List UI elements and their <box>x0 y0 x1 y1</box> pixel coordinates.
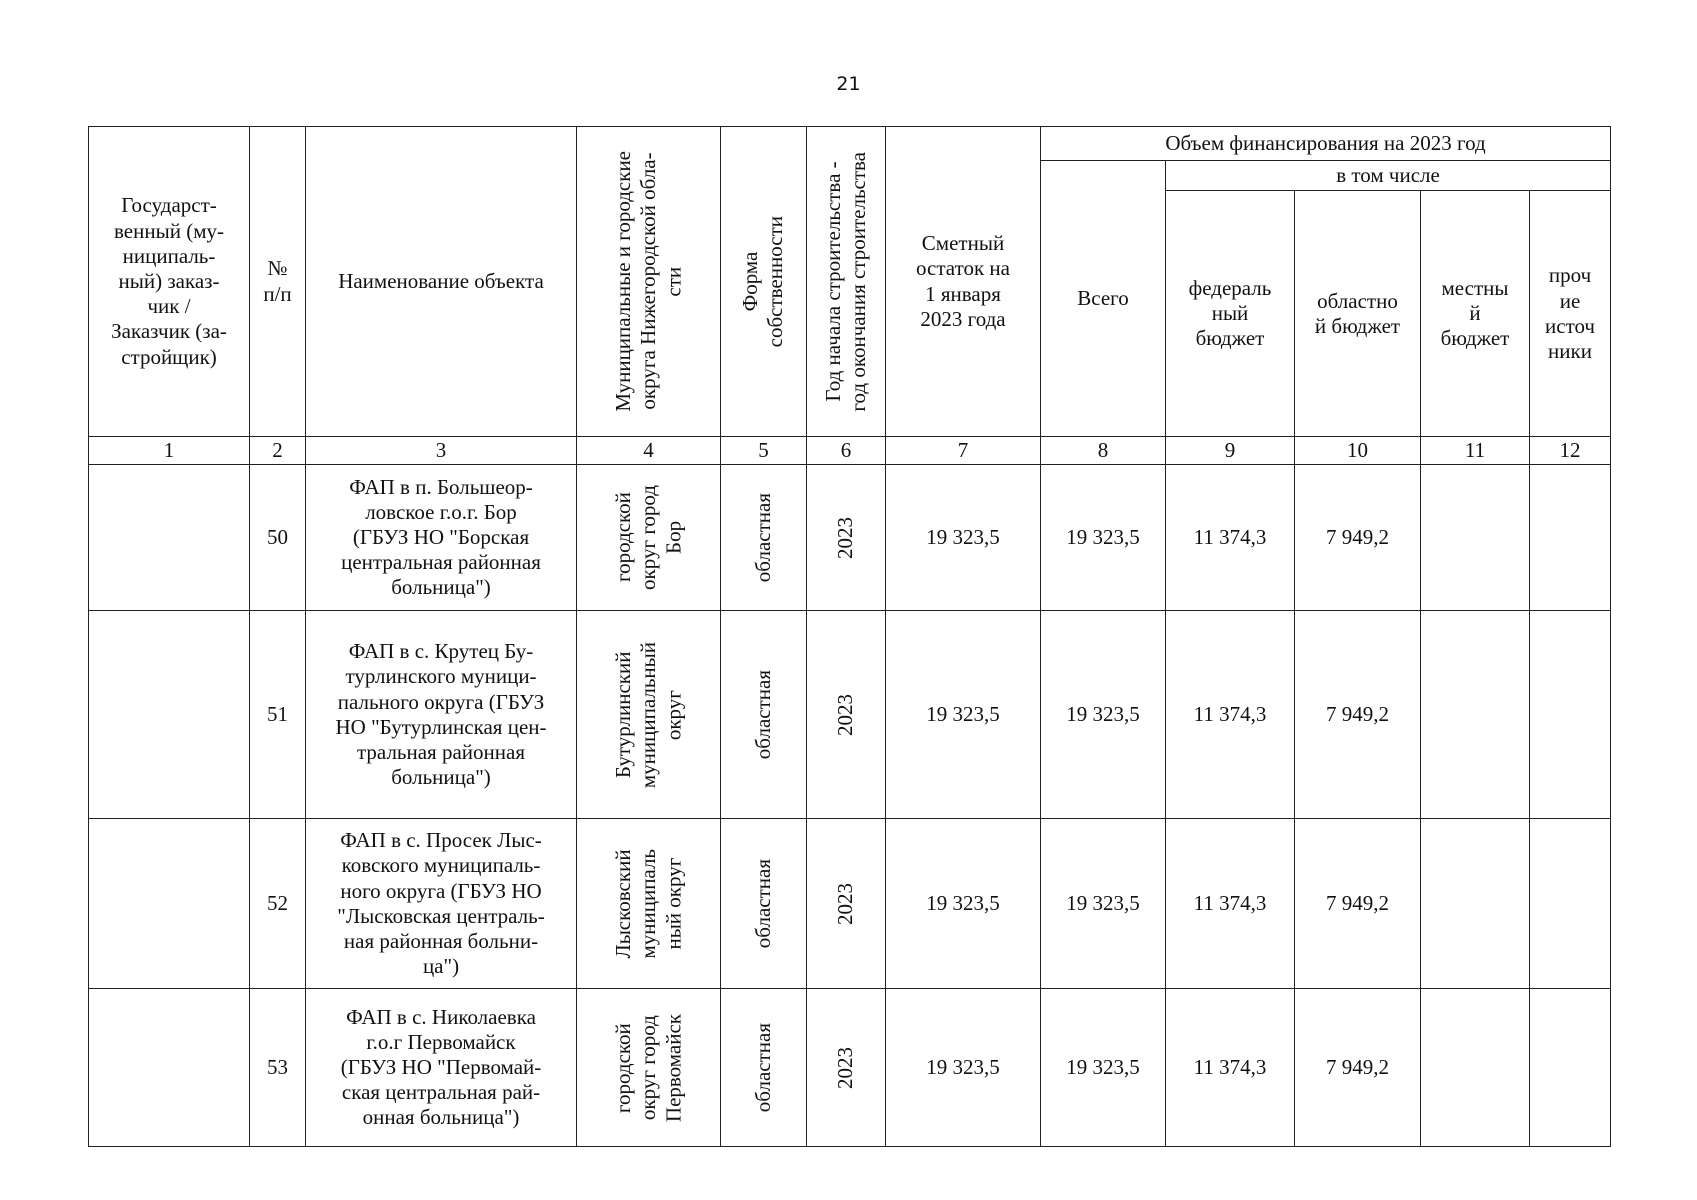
balance-cell: 19 323,5 <box>886 989 1041 1147</box>
local-cell <box>1421 465 1530 611</box>
column-number: 10 <box>1295 437 1421 465</box>
header-other-sources: проч ие источ ники <box>1530 191 1611 437</box>
header-construction-years: Год начала строительства - год окончания строительства <box>807 127 886 437</box>
header-regional-budget: областно й бюджет <box>1295 191 1421 437</box>
object-name: ФАП в с. Николаевка г.о.г Первомайск (ГБУЗ НО "Первомай- ская центральная рай- онная больница") <box>306 989 577 1147</box>
balance-cell: 19 323,5 <box>886 465 1041 611</box>
header-federal-budget: федераль ный бюджет <box>1166 191 1295 437</box>
total-cell: 19 323,5 <box>1041 819 1166 989</box>
ownership-cell: областная <box>721 819 807 989</box>
customer-cell <box>89 465 250 611</box>
ownership-cell: областная <box>721 989 807 1147</box>
table-row <box>89 989 1611 1147</box>
column-number: 5 <box>721 437 807 465</box>
district-cell: Лысковский муниципаль ный округ <box>577 819 721 989</box>
column-number: 2 <box>250 437 306 465</box>
header-including: в том числе <box>1166 161 1611 191</box>
years-cell: 2023 <box>807 465 886 611</box>
header-total: Всего <box>1041 161 1166 437</box>
column-number-row <box>89 437 1611 465</box>
years-cell: 2023 <box>807 989 886 1147</box>
object-name: ФАП в с. Крутец Бу- турлинского муници- пального округа (ГБУЗ НО "Бутурлинская цен- тральная районная больница") <box>306 611 577 819</box>
column-number: 4 <box>577 437 721 465</box>
page-number: 21 <box>836 73 861 95</box>
header-funding-group: Объем финансирования на 2023 год <box>1041 127 1611 161</box>
federal-cell: 11 374,3 <box>1166 989 1295 1147</box>
financing-table <box>88 126 1611 1147</box>
column-number: 11 <box>1421 437 1530 465</box>
column-number: 8 <box>1041 437 1166 465</box>
row-number: 50 <box>250 465 306 611</box>
customer-cell <box>89 611 250 819</box>
other-cell <box>1530 819 1611 989</box>
row-number: 51 <box>250 611 306 819</box>
regional-cell: 7 949,2 <box>1295 989 1421 1147</box>
regional-cell: 7 949,2 <box>1295 819 1421 989</box>
object-name: ФАП в с. Просек Лыс- ковского муниципаль- ного округа (ГБУЗ НО "Лысковская централь- ная районная больни- ца") <box>306 819 577 989</box>
federal-cell: 11 374,3 <box>1166 465 1295 611</box>
district-cell: Бутурлинский муниципальный округ <box>577 611 721 819</box>
object-name: ФАП в п. Большеор- ловское г.о.г. Бор (ГБУЗ НО "Борская центральная районная больница") <box>306 465 577 611</box>
table-row <box>89 819 1611 989</box>
regional-cell: 7 949,2 <box>1295 465 1421 611</box>
column-number: 9 <box>1166 437 1295 465</box>
header-district: Муниципальные и городские округа Нижегородской обла- сти <box>577 127 721 437</box>
regional-cell: 7 949,2 <box>1295 611 1421 819</box>
column-number: 6 <box>807 437 886 465</box>
column-number: 12 <box>1530 437 1611 465</box>
balance-cell: 19 323,5 <box>886 819 1041 989</box>
total-cell: 19 323,5 <box>1041 465 1166 611</box>
district-cell: городской округ город Первомайск <box>577 989 721 1147</box>
column-number: 1 <box>89 437 250 465</box>
federal-cell: 11 374,3 <box>1166 611 1295 819</box>
table-row <box>89 611 1611 819</box>
column-number: 3 <box>306 437 577 465</box>
customer-cell <box>89 819 250 989</box>
ownership-cell: областная <box>721 465 807 611</box>
header-object-name: Наименование объекта <box>306 127 577 437</box>
column-number: 7 <box>886 437 1041 465</box>
table-row <box>89 465 1611 611</box>
years-cell: 2023 <box>807 611 886 819</box>
header-customer: Государст- венный (му- ниципаль- ный) заказ- чик / Заказчик (за- стройщик) <box>89 127 250 437</box>
other-cell <box>1530 611 1611 819</box>
other-cell <box>1530 465 1611 611</box>
balance-cell: 19 323,5 <box>886 611 1041 819</box>
customer-cell <box>89 989 250 1147</box>
row-number: 52 <box>250 819 306 989</box>
years-cell: 2023 <box>807 819 886 989</box>
row-number: 53 <box>250 989 306 1147</box>
header-estimated-balance: Сметный остаток на 1 января 2023 года <box>886 127 1041 437</box>
federal-cell: 11 374,3 <box>1166 819 1295 989</box>
total-cell: 19 323,5 <box>1041 611 1166 819</box>
header-number: № п/п <box>250 127 306 437</box>
district-cell: городской округ город Бор <box>577 465 721 611</box>
local-cell <box>1421 611 1530 819</box>
total-cell: 19 323,5 <box>1041 989 1166 1147</box>
header-local-budget: местны й бюджет <box>1421 191 1530 437</box>
ownership-cell: областная <box>721 611 807 819</box>
header-ownership: Форма собственности <box>721 127 807 437</box>
other-cell <box>1530 989 1611 1147</box>
local-cell <box>1421 819 1530 989</box>
local-cell <box>1421 989 1530 1147</box>
